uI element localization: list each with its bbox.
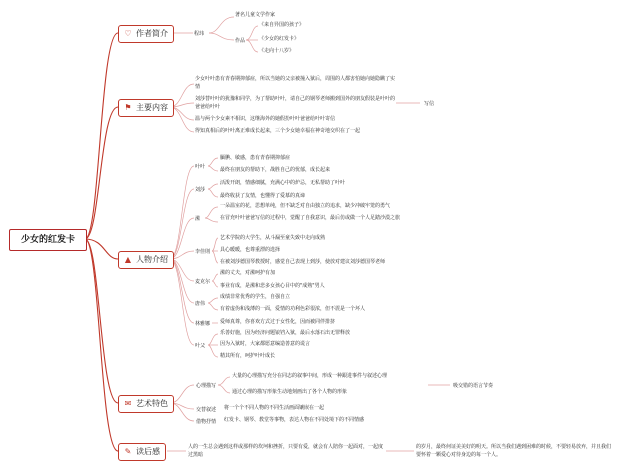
character-trait: 事业有成，是潆和悲多女孩心目中的"成熟"男人 bbox=[220, 283, 325, 289]
character-trait: 在被刘莎德国琴教授时，感觉自己表现上到莎，使放对建议刘莎德国琴老师 bbox=[220, 259, 386, 265]
work-item: 《来自异国的孩子》 bbox=[259, 22, 305, 28]
character-trait: 具心暖暖，也尊重漂的选择 bbox=[220, 247, 281, 253]
art-line: 红发卡、钢琴、教堂等事物，表达人物在不同处境下的不同情感 bbox=[224, 417, 365, 423]
character-trait: 乐善好施，因为经济问题锒铛入狱，最后水落石出无罪释放 bbox=[220, 330, 351, 336]
content-line: 刘莎替叶叶的犹豫和同学，为了帮助叶叶，请自己的钢琴老师搬到国外的朋友假装是叶叶的爸爸给叶叶 bbox=[195, 96, 396, 110]
character-trait: 潆的丈夫，对潆呵护有加 bbox=[220, 270, 276, 276]
art-item-name: 心理描写 bbox=[196, 383, 217, 389]
character-name: 林雅娜 bbox=[195, 321, 211, 327]
branch-afterword[interactable] bbox=[118, 443, 166, 461]
character-trait: 成绩非常优秀的学生，自强自立 bbox=[220, 294, 291, 300]
character-trait: 有着虚伪和浅薄的一面，爱情的功利色彩很浓，但不震是一个坏人 bbox=[220, 306, 366, 312]
content-line: 温与两个少女素不相识，这继海外的她假扮叶叶爸爸给叶叶寄信 bbox=[195, 116, 336, 122]
afterword-left: 人的一生总会遇到这样或那样的坎坷和挫折，只要有爱，就会有人陪你一起面对，一起度过黑暗 bbox=[188, 444, 384, 458]
branch-label: 主要内容 bbox=[136, 103, 168, 112]
branch-art[interactable] bbox=[118, 395, 174, 413]
pencil-icon: ✎ bbox=[124, 447, 132, 456]
works-key: 作品 bbox=[235, 38, 246, 44]
art-note: 吸交错的语言节奏 bbox=[453, 383, 494, 389]
mail-icon: ✉ bbox=[124, 399, 132, 408]
afterword-right: 的岁月，最终何证美美好的明天。所以当我们遇到困难的时候，不要轻易放弃，并且我们要怀着一颗爱心对待身边的每一个人。 bbox=[416, 444, 612, 458]
character-name: 叶父 bbox=[195, 343, 206, 349]
character-trait: 最终收获了友情，也懂得了爱慕的真谛 bbox=[220, 193, 306, 199]
character-name: 李佳則 bbox=[195, 249, 211, 255]
character-trait: 最终在朋友的帮助下，战胜自己的忧郁，成长起来 bbox=[220, 167, 331, 173]
flag-icon: ⚑ bbox=[124, 103, 132, 112]
root-title: 少女的红发卡 bbox=[9, 229, 87, 251]
art-item-name: 借物抒情 bbox=[196, 419, 217, 425]
character-name: 潆 bbox=[195, 216, 201, 222]
work-item: 《少女的红发卡》 bbox=[259, 36, 300, 42]
branch-label: 读后感 bbox=[136, 447, 160, 456]
character-trait: 爱师真尊，你喜欢方式过于女性化，因而被同伴排挤 bbox=[220, 319, 336, 325]
branch-label: 人物介绍 bbox=[136, 255, 168, 264]
branch-label: 作者简介 bbox=[136, 29, 168, 38]
character-trait: 精其所有，呵护叶叶成长 bbox=[220, 353, 276, 359]
content-note: 写信 bbox=[424, 101, 435, 107]
author-desc: 著名儿童文学作家 bbox=[235, 12, 276, 18]
character-trait: 因为入狱时，大家都愿意编造善意的谎言 bbox=[220, 341, 311, 347]
character-name: 刘莎 bbox=[195, 187, 206, 193]
character-name: 唐伟 bbox=[195, 301, 206, 307]
branch-characters[interactable] bbox=[118, 251, 174, 269]
branch-author[interactable] bbox=[118, 25, 174, 43]
character-name: 叶叶 bbox=[195, 164, 206, 170]
heart-icon: ♡ bbox=[124, 29, 132, 38]
character-name: 麦克尔 bbox=[195, 279, 211, 285]
character-trait: 一朵温室的花，思想单纯，但不缺乏对自由独立的追求，缺少冲破牢笼的勇气 bbox=[220, 203, 391, 209]
art-item-name: 交替叙述 bbox=[196, 407, 217, 413]
content-line: 少女叶叶患有青春期抑郁症，所以当她的父亲被撞入狱后，周围的人都害怕她向她隐瞒了实情 bbox=[195, 76, 396, 90]
character-trait: 活泼开朗，情感细腻，充满心中的炉忌，无私帮助了叶叶 bbox=[220, 180, 346, 186]
flame-icon: ▲ bbox=[124, 255, 132, 264]
content-line: 得知真相后的叶叶离正难成长起来，三个少女她幸福在神奇地交织在了一起 bbox=[195, 128, 361, 134]
art-line: 将一个个不同人物的不同生活画面镶嵌在一起 bbox=[224, 405, 325, 411]
work-item: 《走向十八岁》 bbox=[259, 48, 295, 54]
branch-label: 艺术特色 bbox=[136, 399, 168, 408]
art-line: 通过心理的描写形象生动地刻画出了各个人物的形象 bbox=[232, 389, 348, 395]
author-key: 程玮 bbox=[194, 31, 205, 37]
character-trait: 艺术学院的大学生，从斗漏至童失致中走向成熟 bbox=[220, 235, 326, 241]
art-line: 大量的心理描写充分在同志的叙事中间，形成一种跟进事件与叙述心理 bbox=[232, 373, 388, 379]
character-trait: 腼腆、敏感，患有青春期抑郁症 bbox=[220, 155, 291, 161]
character-trait: 在冒充叶叶爸爸写信的过程中，觉醒了自我意识，最后仿或做一个人足踏沙漠之旅 bbox=[220, 215, 401, 221]
branch-content[interactable] bbox=[118, 99, 174, 117]
